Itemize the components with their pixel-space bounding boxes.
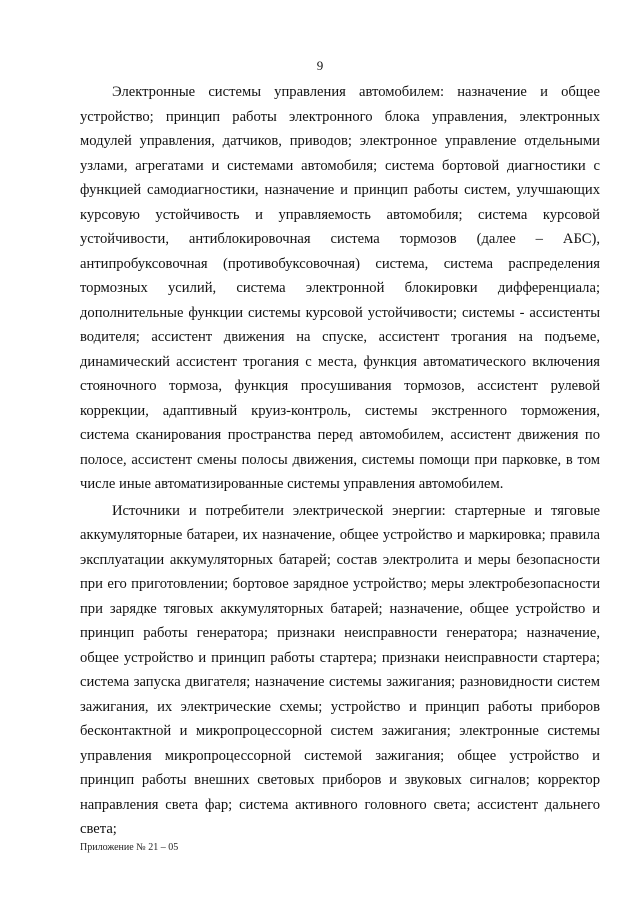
page-number: 9	[316, 58, 324, 73]
paragraph-electronic-control-systems: Электронные системы управления автомобилем: назначение и общее устройство; принцип работы электронного блока управления, электронных модулей управления, датчиков, приводов; электронное управление отдельными узлами, агрегатами и системами автомобиля; система бортовой диагностики с функцией самодиагностики, назначение и принцип работы систем, улучшающих курсовую устойчивость и управляемость автомобиля; система курсовой устойчивости, антиблокировочная система тормозов (далее – АБС), антипробуксовочная (противобуксовочная) система, система распределения тормозных усилий, система электронной блокировки дифференциала; дополнительные функции системы курсовой устойчивости; системы - ассистенты водителя; ассистент движения на спуске, ассистент трогания на подъеме, динамический ассистент трогания с места, функция автоматического включения стояночного тормоза, функция просушивания тормозов, ассистент рулевой коррекции, адаптивный круиз-контроль, системы экстренного торможения, система сканирования пространства перед автомобилем, ассистент движения по полосе, ассистент смены полосы движения, системы помощи при парковке, в том числе иные автоматизированные системы управления автомобилем.	[80, 84, 600, 492]
footer-appendix-note: Приложение № 21 – 05	[80, 842, 179, 853]
document-body	[80, 80, 600, 842]
paragraph-electrical-energy-sources: Источники и потребители электрической энергии: стартерные и тяговые аккумуляторные батареи, их назначение, общее устройство и маркировка; правила эксплуатации аккумуляторных батарей; состав электролита и меры безопасности при его приготовлении; бортовое зарядное устройство; меры электробезопасности при зарядке тяговых аккумуляторных батарей; назначение, общее устройство и принцип работы генератора; признаки неисправности генератора; назначение, общее устройство и принцип работы стартера; признаки неисправности стартера; система запуска двигателя; назначение системы зажигания; разновидности систем зажигания, их электрические схемы; устройство и принцип работы приборов бесконтактной и микропроцессорной систем зажигания; электронные системы управления микропроцессорной системой зажигания; общее устройство и принцип работы внешних световых приборов и звуковых сигналов; корректор направления света фар; система активного головного света; ассистент дальнего света;	[80, 502, 600, 837]
